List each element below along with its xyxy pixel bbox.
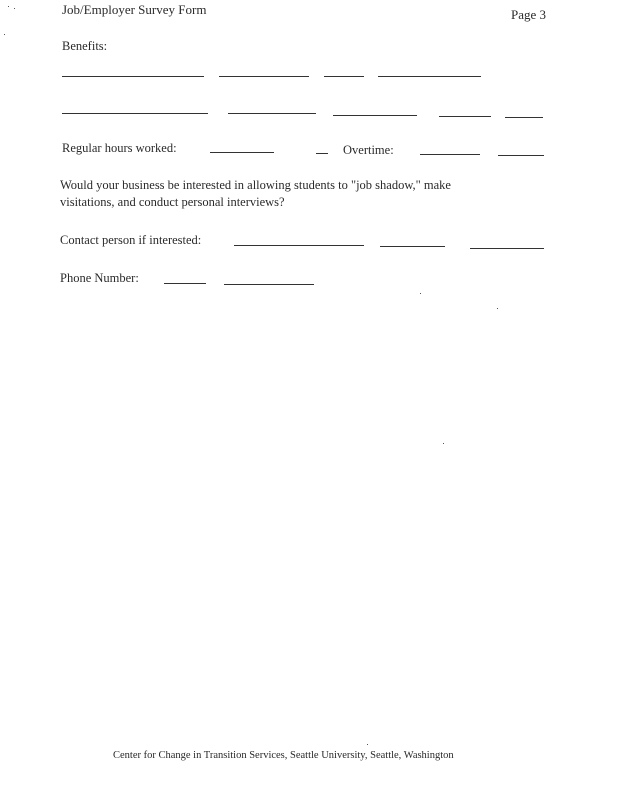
page-number: Page 3 xyxy=(511,7,547,22)
benefits-blank-2a[interactable] xyxy=(62,113,208,114)
benefits-blank-2d[interactable] xyxy=(439,116,491,117)
regular-hours-label: Regular hours worked: xyxy=(62,141,177,155)
overtime-label: Overtime: xyxy=(343,143,394,157)
overtime-blank-2[interactable] xyxy=(498,155,544,156)
scan-speck xyxy=(8,6,9,7)
benefits-blank-2e[interactable] xyxy=(505,117,543,118)
contact-person-blank-1[interactable] xyxy=(234,245,364,246)
job-shadow-question-line2: visitations, and conduct personal interviews? xyxy=(60,195,285,209)
scan-speck xyxy=(4,34,5,35)
scan-speck xyxy=(14,8,15,9)
contact-person-label: Contact person if interested: xyxy=(60,233,202,247)
form-title: Job/Employer Survey Form xyxy=(62,2,207,17)
benefits-blank-1a[interactable] xyxy=(62,76,204,77)
benefits-blank-2c[interactable] xyxy=(333,115,417,116)
phone-number-label: Phone Number: xyxy=(60,271,139,285)
benefits-blank-1b[interactable] xyxy=(219,76,309,77)
contact-person-blank-3[interactable] xyxy=(470,248,544,249)
phone-number-blank-1[interactable] xyxy=(164,283,206,284)
regular-hours-blank-short[interactable] xyxy=(316,153,328,154)
scan-speck xyxy=(443,443,444,444)
contact-person-blank-2[interactable] xyxy=(380,246,445,247)
benefits-label: Benefits: xyxy=(62,39,108,53)
scan-speck xyxy=(367,744,368,745)
regular-hours-blank[interactable] xyxy=(210,152,274,153)
overtime-blank-1[interactable] xyxy=(420,154,480,155)
benefits-blank-1d[interactable] xyxy=(378,76,481,77)
scan-speck xyxy=(420,293,421,294)
footer-credit: Center for Change in Transition Services, Seattle University, Seattle, Washington xyxy=(113,750,454,761)
job-shadow-question-line1: Would your business be interested in allowing students to "job shadow," make xyxy=(60,178,451,192)
phone-number-blank-2[interactable] xyxy=(224,284,314,285)
benefits-blank-1c[interactable] xyxy=(324,76,364,77)
benefits-blank-2b[interactable] xyxy=(228,113,316,114)
scan-speck xyxy=(497,308,498,309)
